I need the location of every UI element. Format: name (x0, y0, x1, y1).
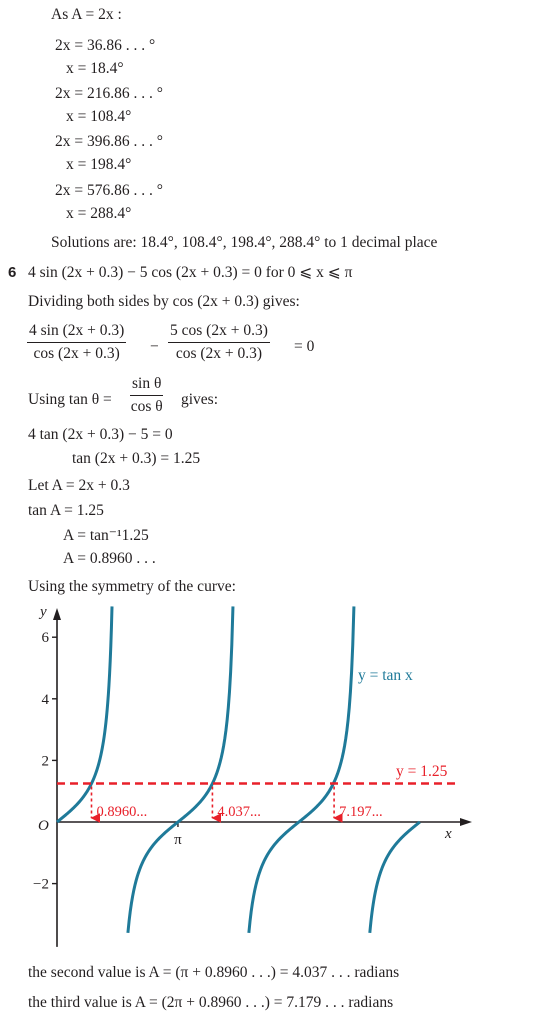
step-line: 2x = 576.86 . . . ° (55, 182, 163, 199)
step-line: x = 288.4° (66, 205, 132, 222)
x-axis-arrow-icon (460, 818, 472, 826)
equation-line: A = tan⁻¹1.25 (63, 527, 149, 544)
series-label-tan: y = tan x (358, 667, 413, 684)
fraction-sin-over-cos (27, 321, 126, 364)
step-line: 2x = 36.86 . . . ° (55, 37, 156, 54)
second-value-text: the second value is A = (π + 0.8960 . . .) = 4.037 . . . radians (28, 964, 400, 981)
tan-curve-branch (249, 606, 354, 932)
series-label-line: y = 1.25 (396, 763, 448, 780)
fraction-numerator: 5 cos (2x + 0.3) (168, 321, 270, 343)
tan-curve-branch (370, 822, 420, 933)
equation-line: Let A = 2x + 0.3 (28, 477, 130, 494)
solutions-text: Solutions are: 18.4°, 108.4°, 198.4°, 288.4° to 1 decimal place (51, 234, 438, 251)
intersection-label: 4.037... (217, 804, 261, 820)
step-line: x = 18.4° (66, 60, 124, 77)
y-tick-label: −2 (33, 876, 49, 893)
third-value-text: the third value is A = (2π + 0.8960 . . .) = 7.179 . . . radians (28, 994, 394, 1011)
using-tan-suffix: gives: (181, 391, 219, 408)
question-number: 6 (8, 264, 17, 281)
equation-line: tan A = 1.25 (28, 502, 104, 519)
equation-line: tan (2x + 0.3) = 1.25 (72, 450, 201, 467)
fraction-denominator: cos (2x + 0.3) (33, 345, 120, 362)
question-equation: 4 sin (2x + 0.3) − 5 cos (2x + 0.3) = 0 for 0 ⩽ x ⩽ π (28, 264, 353, 281)
fraction-denominator: cos θ (130, 398, 163, 415)
step-line: x = 108.4° (66, 108, 132, 125)
fraction-numerator: 4 sin (2x + 0.3) (27, 321, 126, 343)
x-tick-label-pi: π (174, 832, 182, 848)
x-axis-label: x (445, 826, 452, 842)
fraction-sin-theta-over-cos-theta (130, 374, 163, 417)
fraction-cos-over-cos (168, 321, 270, 364)
step-line: x = 198.4° (66, 156, 132, 173)
intersection-label: 0.8960... (96, 804, 148, 820)
tan-curve-branch (128, 606, 233, 932)
tan-graph (0, 598, 534, 958)
y-tick-label: 2 (41, 753, 49, 770)
y-tick-label: 4 (41, 691, 49, 708)
symmetry-text: Using the symmetry of the curve: (28, 578, 236, 595)
equation-line: 4 tan (2x + 0.3) − 5 = 0 (28, 426, 173, 443)
fraction-denominator: cos (2x + 0.3) (175, 345, 263, 362)
y-axis-arrow-icon (53, 608, 61, 620)
intro-text: As A = 2x : (51, 6, 122, 23)
tan-curve-branch (57, 606, 112, 822)
y-axis-label: y (40, 604, 47, 620)
intersection-label: 7.197... (339, 804, 383, 820)
origin-label: O (38, 818, 49, 834)
dividing-text: Dividing both sides by cos (2x + 0.3) gives: (28, 293, 300, 310)
minus-sign: − (150, 338, 159, 355)
step-line: 2x = 216.86 . . . ° (55, 85, 163, 102)
step-line: 2x = 396.86 . . . ° (55, 133, 163, 150)
y-tick-label: 6 (41, 630, 49, 647)
equation-line: A = 0.8960 . . . (63, 550, 156, 567)
fraction-numerator: sin θ (130, 374, 163, 396)
using-tan-prefix: Using tan θ = (28, 391, 112, 408)
equals-zero: = 0 (294, 338, 315, 355)
